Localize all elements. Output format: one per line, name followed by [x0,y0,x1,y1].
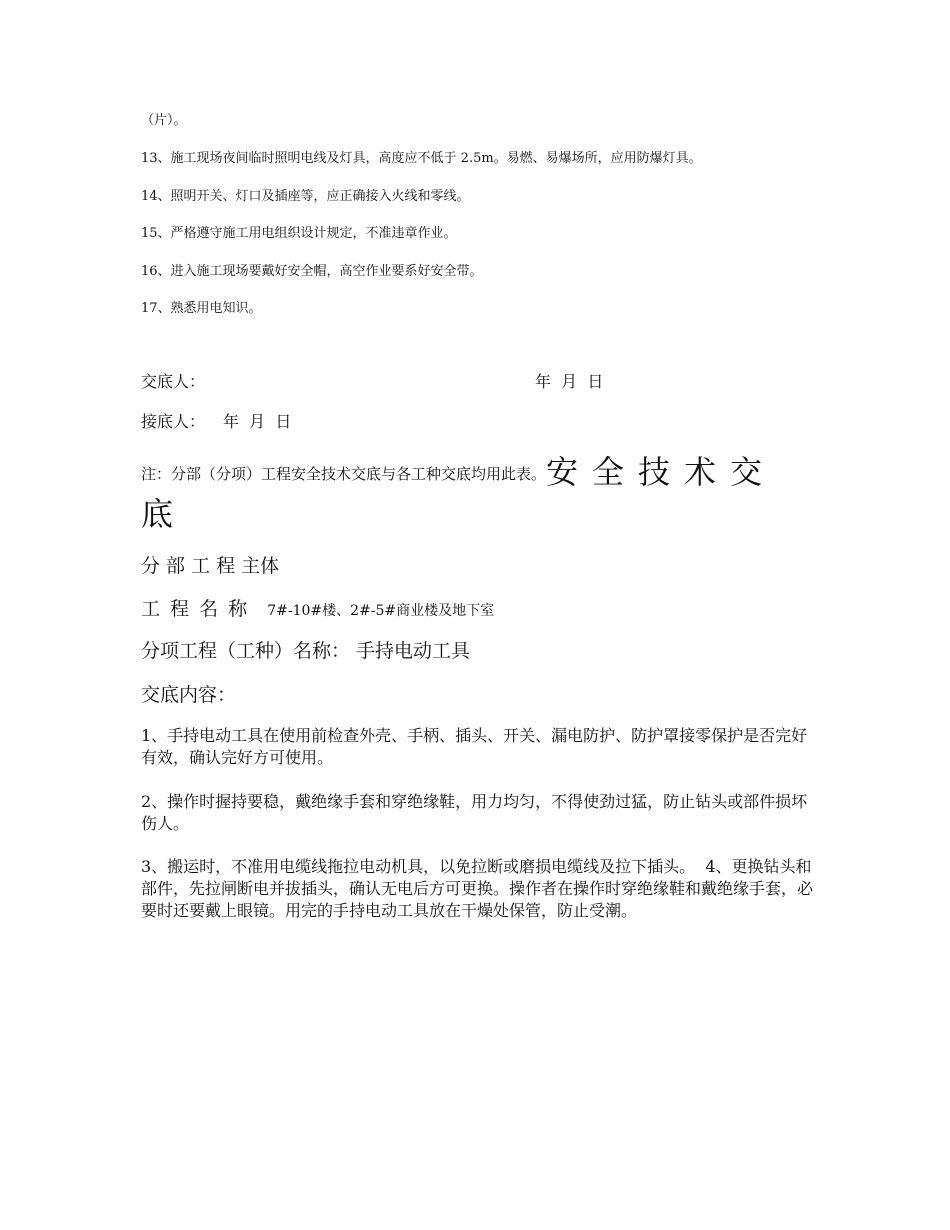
receiver-label: 接底人： [141,412,206,431]
handover-label: 交底人： [141,372,206,391]
doc-title-part1: 安全技术交 [546,453,777,491]
content-item-3-4: 3、搬运时，不准用电缆线拖拉电动机具，以免拉断或磨损电缆线及拉下插头。 4、更换钻头和部件，先拉闸断电并拔插头，确认无电后方可更换。操作者在操作时穿绝缘鞋和戴绝缘手套，必要时还要戴上眼镜。用完的手持电动工具放在干燥处保管，防止受潮。 [141,857,814,920]
list-item-17: 17、熟悉用电知识。 [141,301,262,316]
content-item-1: 1、手持电动工具在使用前检查外壳、手柄、插头、开关、漏电防护、防护罩接零保护是否完好有效，确认完好方可使用。 [141,726,808,767]
handover-date: 年 月 日 [535,372,604,391]
division-label: 分 部 工 程 主体 [141,555,280,577]
content-label: 交底内容： [141,684,237,706]
sub-project-label: 分项工程（工种）名称： [141,640,351,662]
note-text: 注：分部（分项）工程安全技术交底与各工种交底均用此表。 [141,465,547,483]
sub-project-value: 手持电动工具 [356,640,471,662]
content-item-2: 2、操作时握持要稳，戴绝缘手套和穿绝缘鞋，用力均匀，不得使劲过猛，防止钻头或部件损坏伤人。 [141,792,808,833]
list-item-16: 16、进入施工现场要戴好安全帽，高空作业要系好安全带。 [141,264,483,279]
receiver-date: 年 月 日 [223,412,292,431]
list-item-15: 15、严格遵守施工用电组织设计规定，不准违章作业。 [141,226,457,241]
project-name-row [141,596,494,624]
list-line-continuation: （片）。 [141,113,187,128]
project-name-value: 7#-10#楼、2#-5#商业楼及地下室 [267,603,495,619]
note-line [141,452,776,494]
doc-title-part2: 底 [141,495,174,533]
sub-project-row [141,638,470,664]
list-item-13: 13、施工现场夜间临时照明电线及灯具，高度应不低于 2.5m。易燃、易爆场所，应用防爆灯具。 [141,151,702,166]
list-item-14: 14、照明开关、灯口及插座等，应正确接入火线和零线。 [141,189,470,204]
project-name-label: 工 程 名 称 [141,598,250,620]
